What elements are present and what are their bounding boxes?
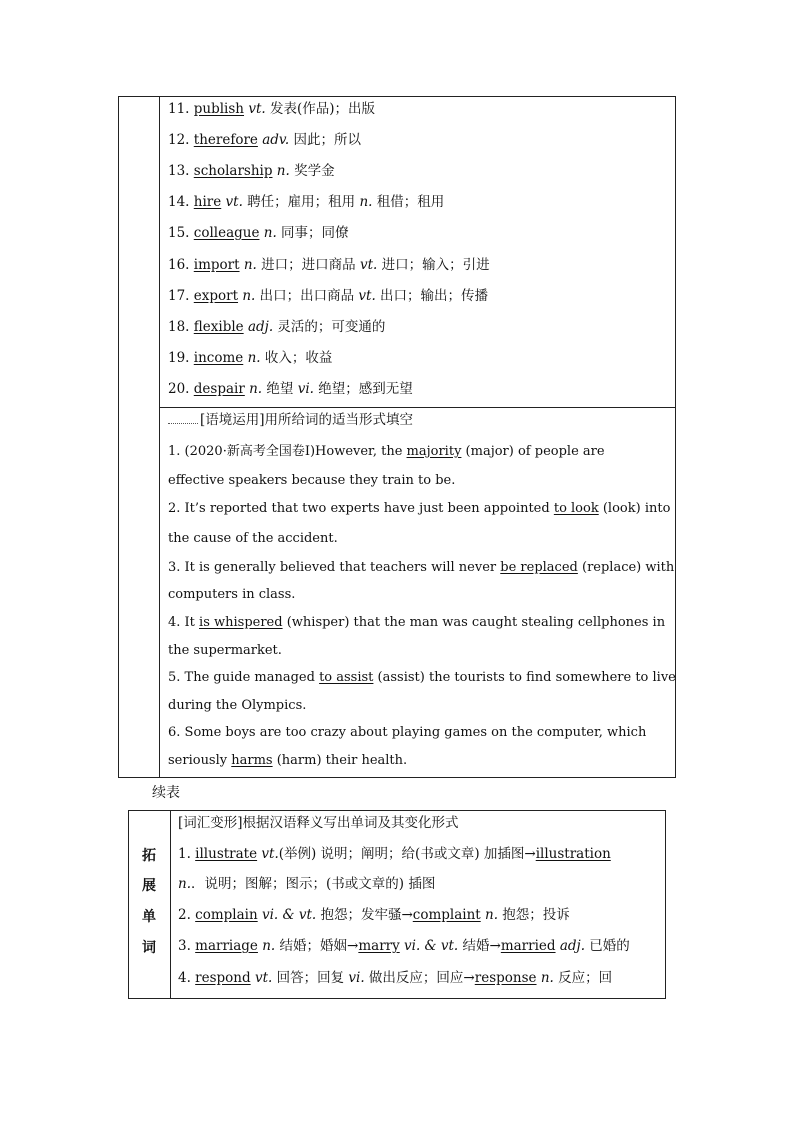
text-segment: 回答；回复 [272,970,349,986]
answer-blank: complain [195,907,258,923]
vocab-definition: 绝望 [262,381,298,397]
text-segment: vt. [254,970,273,986]
text-segment: the cause of the accident. [168,531,338,546]
side-label-char: 拓 [142,848,156,864]
text-segment: 结婚；婚姻→ [275,938,359,954]
vocab-definition: 租借；租用 [372,194,445,210]
text-segment: 已婚的 [585,938,630,954]
answer-blank: harms [231,753,273,768]
vocab-definition: 绝望；感到无望 [313,381,413,397]
vocab-item [168,349,332,367]
vocab-number: 17. [168,288,194,304]
answer-blank: to look [553,501,599,516]
text-segment: effective speakers because they train to be. [168,473,456,488]
side-label-char: 词 [142,940,156,956]
exercise-line [168,724,646,742]
exercise-line [168,500,670,518]
text-segment: n. [485,907,499,923]
vocab-definition: vt. [358,288,376,304]
vocab-item [168,256,490,274]
answer-blank: illustrate [195,846,258,862]
vocab-definition: n. [249,381,263,397]
vocab-word: flexible [193,319,244,335]
exercise-line [168,642,282,660]
vocab-definition: 进口；输入；引进 [377,257,490,273]
vocab-item [168,287,488,305]
text-segment: vt. [261,846,279,862]
vocab-number: 16. [168,257,194,273]
vocab-word: scholarship [193,163,273,179]
vocab-definition: 发表(作品)；出版 [265,101,375,117]
text-segment: 4. It [168,615,200,630]
text-segment: 5. The guide managed [168,670,320,685]
vocab-number: 11. [168,101,194,117]
text-segment: adj. [559,938,586,954]
answer-blank: majority [406,444,462,459]
word-family-line [178,875,435,893]
vocab-definition: n. [243,257,257,273]
vocab-item [168,318,385,336]
vocab-word: income [193,350,244,366]
vocab-definition: 因此；所以 [289,132,361,148]
vocab-word: hire [193,194,222,210]
text-segment: 反应；回 [553,970,613,986]
text-segment: n. [540,970,554,986]
answer-blank: respond [195,970,251,986]
vocab-definition: vt. [359,257,378,273]
vocab-item [168,131,361,149]
vocab-definition: 同事；同僚 [276,225,349,241]
text-segment: (replace) with [577,560,675,575]
text-segment: during the Olympics. [168,698,307,713]
vocab-item [168,100,375,118]
vocab-definition: n. [247,350,261,366]
vocab-item [168,380,413,398]
vocab-word: colleague [193,225,260,241]
text-segment: seriously [168,753,232,768]
answer-blank: to assist [319,670,374,685]
section-expand-header: [词汇变形]根据汉语释义写出单词及其变化形式 [178,815,459,831]
text-segment: (harm) their health. [272,753,408,768]
text-segment: 1. (2020·新高考全国卷Ⅰ)However, the [168,444,407,459]
text-segment: 做出反应；回应→ [364,970,475,986]
text-segment: (major) of people are [461,444,605,459]
vocab-definition: n. [263,225,277,241]
exercise-line [168,586,295,604]
text-segment: (look) into [598,501,671,516]
vocab-definition: n. [242,288,256,304]
exercise-line [168,697,306,715]
text-segment: vi. & vt. [261,907,317,923]
exercise-line [168,559,674,577]
table-divider-vertical [159,96,160,778]
vocab-number: 19. [168,350,194,366]
vocab-definition: vt. [248,101,266,117]
text-segment: computers in class. [168,587,296,602]
text-segment: 抱怨；投诉 [498,907,570,923]
side-label-char: 展 [142,878,156,894]
word-family-line [178,906,570,924]
text-segment: 结婚→ [458,938,501,954]
answer-blank: marry [358,938,400,954]
exercise-line [168,669,676,687]
text-segment: vi. [348,970,365,986]
vocab-definition: 收入；收益 [260,350,333,366]
table-divider-horizontal [159,407,676,408]
vocab-definition: adv. [262,132,290,148]
text-segment: 3. It is generally believed that teachers will never [168,560,501,575]
vocab-item [168,193,444,211]
text-segment: 抱怨；发牢骚→ [316,907,413,923]
text-segment: the supermarket. [168,643,282,658]
side-label-char: 单 [142,909,156,925]
text-segment: 2. [178,907,196,923]
vocab-number: 13. [168,163,194,179]
word-family-line [178,969,612,987]
text-segment: 6. Some boys are too crazy about playing games on the computer, which [168,725,647,740]
continued-label: 续表 [152,785,180,801]
table-divider-vertical-2 [170,810,171,999]
vocab-definition: 出口；输出；传播 [375,288,489,304]
vocab-word: export [193,288,239,304]
exercise-line [168,614,665,632]
vocab-definition: 灵活的；可变通的 [273,319,386,335]
vocab-number: 15. [168,225,194,241]
vocab-item [168,162,335,180]
exercise-line [168,752,407,770]
vocab-definition: n. [359,194,373,210]
word-family-line [178,845,611,863]
vocab-definition: 奖学金 [289,163,335,179]
text-segment: 2. It’s reported that two experts have just been appointed [168,501,554,516]
vocab-definition: n. [276,163,290,179]
vocab-word: therefore [193,132,258,148]
text-segment: n. [262,938,276,954]
answer-blank: be replaced [500,560,578,575]
exercise-line [168,530,338,548]
text-segment: (举例) 说明；阐明；给(书或文章) 加插图→ [278,846,536,862]
answer-blank: married [500,938,556,954]
vocab-number: 18. [168,319,194,335]
text-segment: 4. [178,970,196,986]
text-segment: (assist) the tourists to find somewhere to live [373,670,676,685]
vocab-number: 14. [168,194,194,210]
exercise-line [168,443,605,461]
answer-blank: complaint [412,907,481,923]
vocab-number: 20. [168,381,194,397]
section-context-header: [语境运用]用所给词的适当形式填空 [168,411,413,429]
vocab-definition: vt. [225,194,243,210]
vocab-word: publish [193,101,245,117]
vocab-word: despair [193,381,245,397]
vocab-number: 12. [168,132,194,148]
answer-blank: is whispered [199,615,283,630]
text-segment: 3. [178,938,196,954]
exercise-line [168,472,455,490]
vocab-definition: adj. [247,319,274,335]
text-segment: n. [178,876,191,892]
vocab-definition: vi. [297,381,314,397]
text-segment: ．说明；图解；图示；(书或文章的) 插图 [191,876,436,892]
vocab-item [168,224,349,242]
answer-blank: response [474,970,537,986]
answer-blank: marriage [195,938,258,954]
vocab-definition: 聘任；雇用；租用 [242,194,360,210]
vocab-word: import [193,257,240,273]
text-segment: 1. [178,846,196,862]
text-segment: (whisper) that the man was caught stealing cellphones in [282,615,666,630]
vocab-definition: 进口；进口商品 [256,257,360,273]
answer-blank: illustration [535,846,611,862]
text-segment: vi. & vt. [404,938,459,954]
vocab-definition: 出口；出口商品 [255,288,359,304]
word-family-line [178,937,630,955]
